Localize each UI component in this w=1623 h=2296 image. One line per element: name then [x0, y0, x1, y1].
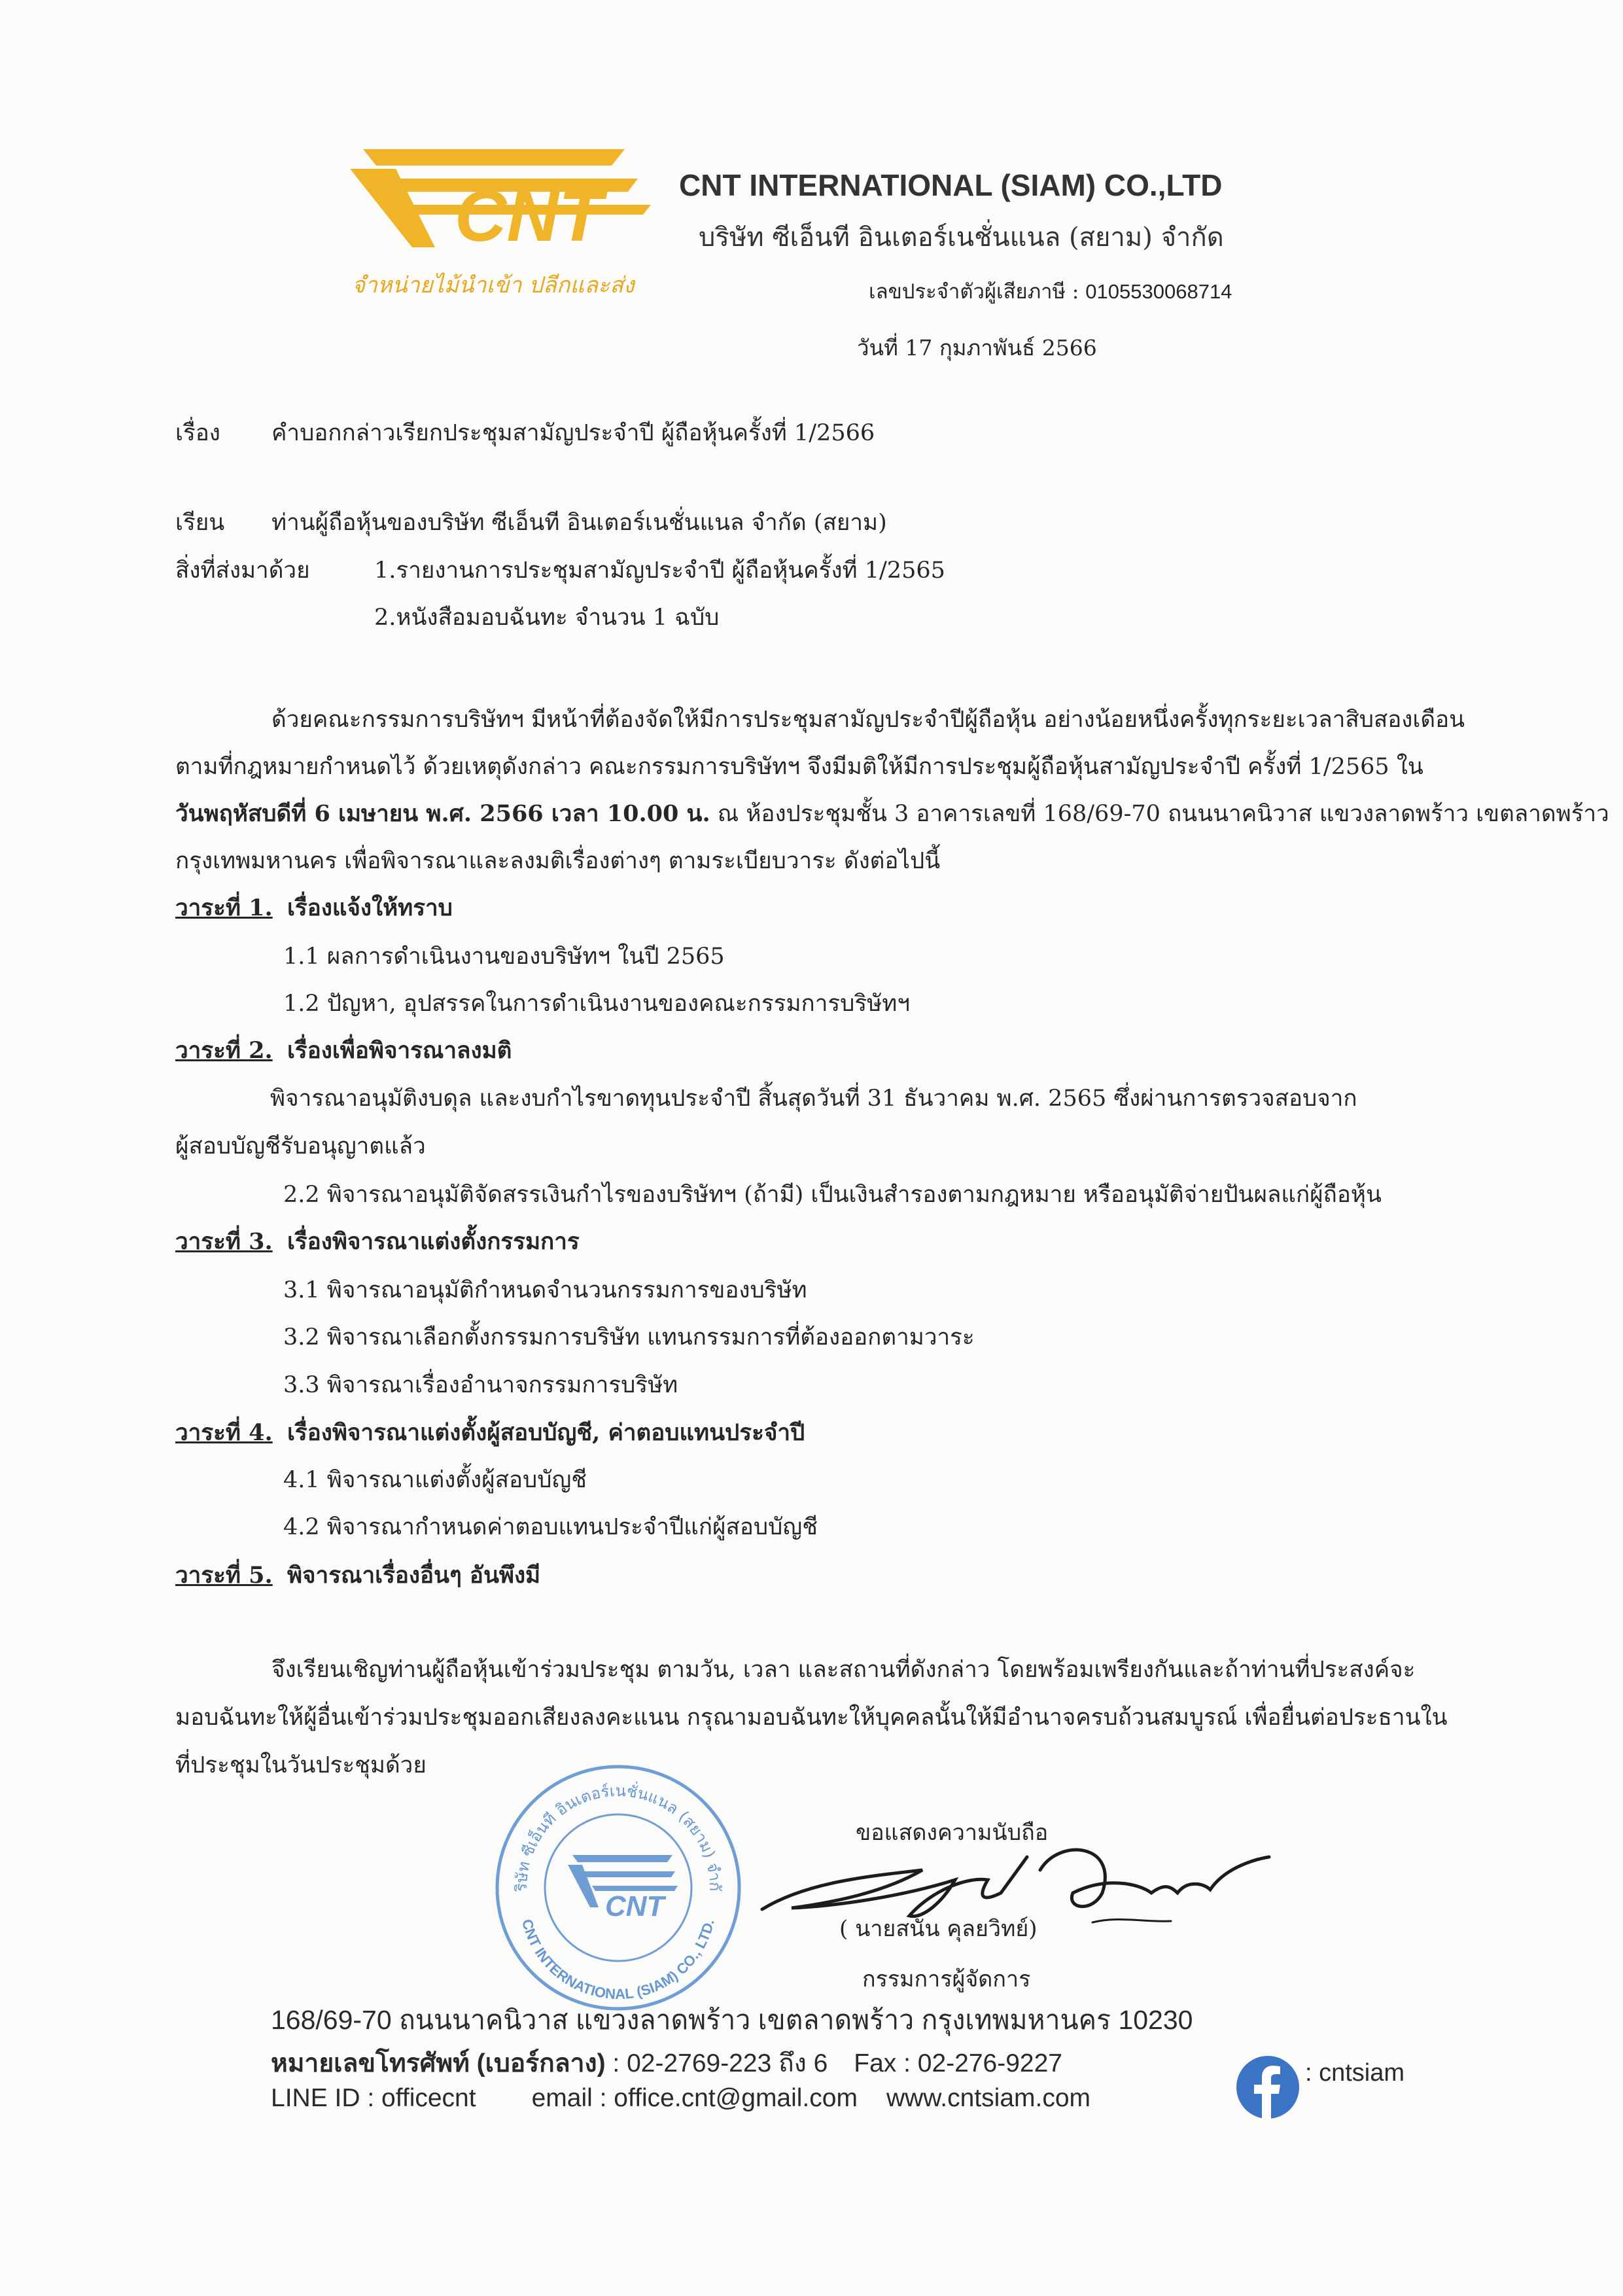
- invitation-line-2: มอบฉันทะให้ผู้อื่นเข้าร่วมประชุมออกเสียงลงคะแนน กรุณามอบฉันทะให้บุคคลนั้นให้มีอำนาจครบถ้วนสมบูรณ์ เพื่อยื่นต่อประธานใน: [175, 1704, 1448, 1731]
- meeting-venue: ณ ห้องประชุมชั้น 3 อาคารเลขที่ 168/69-70 ถนนนาคนิวาส แขวงลาดพร้าว เขตลาดพร้าว: [710, 801, 1609, 827]
- agenda-1-label: วาระที่ 1.: [175, 894, 273, 921]
- footer-phone-value: : 02-2769-223 ถึง 6: [605, 2049, 828, 2077]
- agenda-item-2-1b: ผู้สอบบัญชีรับอนุญาตแล้ว: [175, 1133, 426, 1159]
- agenda-item-1-1: 1.1 ผลการดำเนินงานของบริษัทฯ ในปี 2565: [283, 944, 725, 970]
- agenda-5-title: พิจารณาเรื่องอื่นๆ อันพึงมี: [287, 1562, 541, 1589]
- agenda-3-title: เรื่องพิจารณาแต่งตั้งกรรมการ: [287, 1228, 580, 1255]
- agenda-2-title: เรื่องเพื่อพิจารณาลงมติ: [287, 1037, 512, 1064]
- signer-name: ( นายสนั่น คุลยวิทย์): [839, 1916, 1038, 1942]
- agenda-item-3-1: 3.1 พิจารณาอนุมัติกำหนดจำนวนกรรมการของบริษัท: [283, 1277, 807, 1303]
- facebook-handle: : cntsiam: [1305, 2059, 1405, 2087]
- enclosure-item-1: 1.รายงานการประชุมสามัญประจำปี ผู้ถือหุ้นครั้งที่ 1/2565: [374, 557, 945, 584]
- intro-line-4: กรุงเทพมหานคร เพื่อพิจารณาและลงมติเรื่องต่างๆ ตามระเบียบวาระ ดังต่อไปนี้: [175, 848, 941, 874]
- agenda-item-3-2: 3.2 พิจารณาเลือกตั้งกรรมการบริษัท แทนกรรมการที่ต้องออกตามวาระ: [283, 1324, 975, 1351]
- invitation-line-1: จึงเรียนเชิญท่านผู้ถือหุ้นเข้าร่วมประชุม ตามวัน, เวลา และสถานที่ดังกล่าว โดยพร้อมเพรียงกันและถ้าท่านที่ประสงค์จะ: [271, 1657, 1416, 1683]
- recipient-label: เรียน: [175, 510, 225, 536]
- agenda-3-label: วาระที่ 3.: [175, 1228, 273, 1255]
- footer-email: email : office.cnt@gmail.com: [531, 2084, 858, 2112]
- tax-id-row: [869, 275, 1232, 308]
- company-slogan: จำหน่ายไม้นำเข้า ปลีกและส่ง: [352, 272, 635, 298]
- tax-id-value: 0105530068714: [1085, 280, 1232, 303]
- agenda-item-1-2: 1.2 ปัญหา, อุปสรรคในการดำเนินงานของคณะกรรมการบริษัทฯ: [283, 991, 910, 1017]
- agenda-4-heading: [175, 1419, 805, 1447]
- svg-text:บริษัท ซีเอ็นที อินเตอร์เนชั่น: ริษัท ซีเอ็นที อินเตอร์เนชั่นแนล (สยาม) จำกั: [512, 1781, 725, 1892]
- intro-line-2: ตามที่กฎหมายกำหนดไว้ ด้วยเหตุดังกล่าว คณะกรรมการบริษัทฯ จึงมีมติให้มีการประชุมผู้ถือหุ้นสามัญประจำปี ครั้งที่ 1/2565 ใน: [175, 754, 1423, 780]
- agenda-2-label: วาระที่ 2.: [175, 1037, 273, 1064]
- footer-phone-row: [271, 2043, 1062, 2083]
- subject-label: เรื่อง: [175, 420, 220, 446]
- footer-website: www.cntsiam.com: [886, 2084, 1091, 2112]
- invitation-line-3: ที่ประชุมในวันประชุมด้วย: [175, 1752, 427, 1778]
- agenda-5-heading: [175, 1561, 540, 1590]
- enclosure-item-2: 2.หนังสือมอบฉันทะ จำนวน 1 ฉบับ: [374, 605, 720, 631]
- footer-address: 168/69-70 ถนนนาคนิวาส แขวงลาดพร้าว เขตลาดพร้าว กรุงเทพมหานคร 10230: [271, 2005, 1193, 2035]
- meeting-datetime: วันพฤหัสบดีที่ 6 เมษายน พ.ศ. 2566 เวลา 10.00 น.: [175, 800, 710, 827]
- footer-fax: Fax : 02-276-9227: [854, 2049, 1062, 2077]
- agenda-4-label: วาระที่ 4.: [175, 1419, 273, 1446]
- svg-text:CNT: CNT: [455, 176, 603, 256]
- company-name-en: CNT INTERNATIONAL (SIAM) CO.,LTD: [679, 168, 1223, 202]
- agenda-5-label: วาระที่ 5.: [175, 1562, 273, 1589]
- footer-contact-row: [271, 2084, 1091, 2113]
- agenda-4-title: เรื่องพิจารณาแต่งตั้งผู้สอบบัญชี, ค่าตอบแทนประจำปี: [287, 1419, 805, 1446]
- agenda-1-title: เรื่องแจ้งให้ทราบ: [287, 894, 453, 921]
- agenda-item-3-3: 3.3 พิจารณาเรื่องอำนาจกรรมการบริษัท: [283, 1372, 678, 1398]
- agenda-item-2-1a: พิจารณาอนุมัติงบดุล และงบกำไรขาดทุนประจำปี สิ้นสุดวันที่ 31 ธันวาคม พ.ศ. 2565 ซึ่งผ่านการตรวจสอบจาก: [270, 1086, 1357, 1112]
- agenda-3-heading: [175, 1227, 580, 1256]
- svg-text:CNT: CNT: [605, 1890, 665, 1922]
- company-seal: [491, 1760, 746, 2018]
- svg-text:CNT INTERNATIONAL (SIAM) CO.,: CNT INTERNATIONAL (SIAM) CO., LTD.: [519, 1917, 718, 2003]
- company-logo: [350, 149, 664, 283]
- subject-text: คำบอกกล่าวเรียกประชุมสามัญประจำปี ผู้ถือหุ้นครั้งที่ 1/2566: [271, 420, 875, 446]
- recipient-text: ท่านผู้ถือหุ้นของบริษัท ซีเอ็นที อินเตอร์เนชั่นแนล จำกัด (สยาม): [271, 510, 887, 536]
- intro-line-3: [175, 800, 1609, 828]
- agenda-item-4-1: 4.1 พิจารณาแต่งตั้งผู้สอบบัญชี: [283, 1467, 587, 1493]
- enclosures-label: สิ่งที่ส่งมาด้วย: [175, 557, 310, 584]
- company-name-th: บริษัท ซีเอ็นที อินเตอร์เนชั่นแนล (สยาม) จำกัด: [699, 222, 1224, 253]
- agenda-item-4-2: 4.2 พิจารณากำหนดค่าตอบแทนประจำปีแก่ผู้สอบบัญชี: [283, 1514, 818, 1540]
- closing-salutation: ขอแสดงความนับถือ: [856, 1820, 1049, 1846]
- footer-phone-label: หมายเลขโทรศัพท์ (เบอร์กลาง): [271, 2049, 606, 2077]
- facebook-icon: [1236, 2056, 1299, 2121]
- agenda-item-2-2: 2.2 พิจารณาอนุมัติจัดสรรเงินกำไรของบริษัทฯ (ถ้ามี) เป็นเงินสำรองตามกฎหมาย หรืออนุมัติจ่ายปันผลแก่ผู้ถือหุ้น: [283, 1182, 1382, 1208]
- letter-date: วันที่ 17 กุมภาพันธ์ 2566: [857, 335, 1097, 361]
- tax-id-label: เลขประจำตัวผู้เสียภาษี :: [869, 280, 1079, 304]
- agenda-2-heading: [175, 1036, 512, 1065]
- signer-title: กรรมการผู้จัดการ: [862, 1966, 1031, 1992]
- footer-line-id: LINE ID : officecnt: [271, 2084, 476, 2112]
- agenda-1-heading: [175, 894, 453, 923]
- intro-line-1: ด้วยคณะกรรมการบริษัทฯ มีหน้าที่ต้องจัดให้มีการประชุมสามัญประจำปีผู้ถือหุ้น อย่างน้อยหนึ่งครั้งทุกระยะเวลาสิบสองเดือน: [271, 707, 1465, 733]
